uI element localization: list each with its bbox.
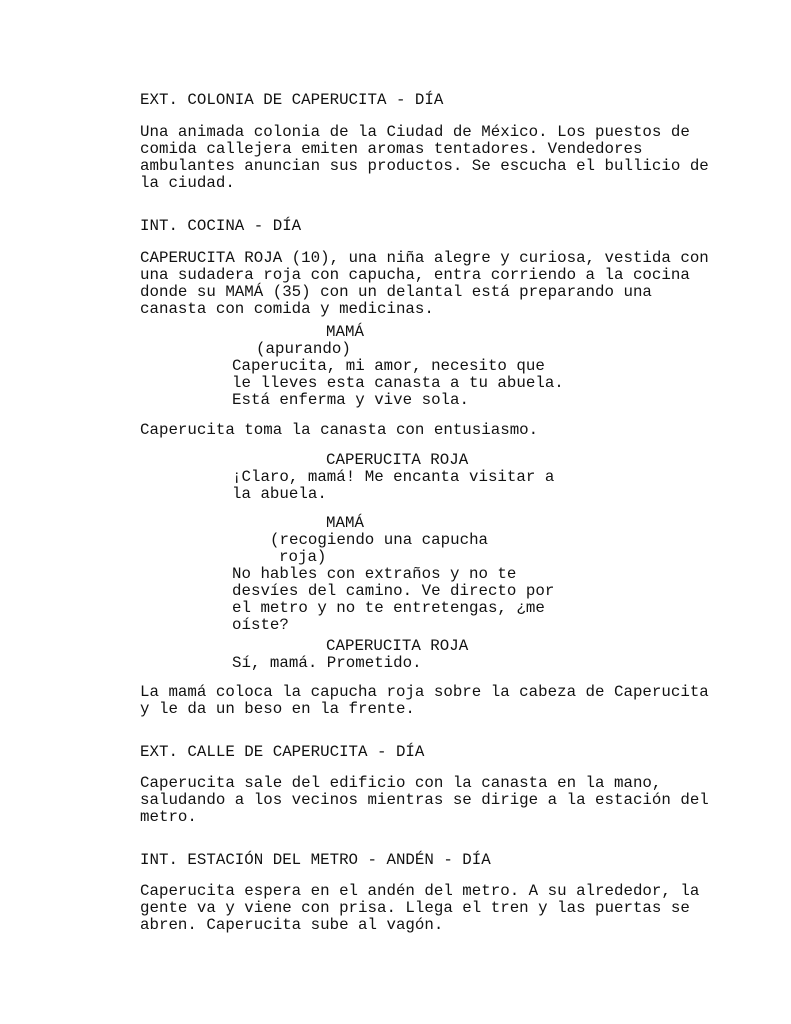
dialogue-line: el metro y no te entretengas, ¿me — [232, 599, 545, 617]
action-line: ambulantes anuncian sus productos. Se escucha el bullicio de — [140, 157, 709, 175]
action-line: La mamá coloca la capucha roja sobre la cabeza de Caperucita — [140, 683, 709, 701]
parenthetical: (recogiendo una capucha — [270, 531, 489, 549]
dialogue-line: Caperucita, mi amor, necesito que — [232, 357, 545, 375]
dialogue-line: oíste? — [232, 616, 289, 634]
scene-heading: INT. ESTACIÓN DEL METRO - ANDÉN - DÍA — [140, 851, 491, 869]
action-line: gente va y viene con prisa. Llega el tren y las puertas se — [140, 899, 690, 917]
action-line: una sudadera roja con capucha, entra corriendo a la cocina — [140, 266, 690, 284]
dialogue-line: Sí, mamá. Prometido. — [232, 654, 422, 672]
action-line: Caperucita espera en el andén del metro. A su alrededor, la — [140, 882, 700, 900]
character-name: CAPERUCITA ROJA — [326, 637, 469, 655]
action-line: y le da un beso en la frente. — [140, 700, 415, 718]
dialogue-line: le lleves esta canasta a tu abuela. — [232, 374, 564, 392]
action-line: Una animada colonia de la Ciudad de México. Los puestos de — [140, 123, 690, 141]
dialogue-line: la abuela. — [232, 485, 327, 503]
action-line: abren. Caperucita sube al vagón. — [140, 916, 444, 934]
action-line: comida callejera emiten aromas tentadores. Vendedores — [140, 140, 643, 158]
action-line: Caperucita sale del edificio con la canasta en la mano, — [140, 774, 662, 792]
action-line: canasta con comida y medicinas. — [140, 300, 434, 318]
dialogue-line: ¡Claro, mamá! Me encanta visitar a — [232, 468, 555, 486]
parenthetical: (apurando) — [256, 340, 351, 358]
character-name: MAMÁ — [326, 514, 364, 532]
scene-heading: INT. COCINA - DÍA — [140, 217, 302, 235]
action-line: Caperucita toma la canasta con entusiasmo. — [140, 421, 539, 439]
parenthetical: roja) — [279, 548, 327, 566]
action-line: metro. — [140, 808, 197, 826]
scene-heading: EXT. COLONIA DE CAPERUCITA - DÍA — [140, 91, 444, 109]
character-name: MAMÁ — [326, 323, 364, 341]
action-line: saludando a los vecinos mientras se dirige a la estación del — [140, 791, 709, 809]
dialogue-line: No hables con extraños y no te — [232, 565, 517, 583]
action-line: CAPERUCITA ROJA (10), una niña alegre y curiosa, vestida con — [140, 249, 709, 267]
action-line: donde su MAMÁ (35) con un delantal está preparando una — [140, 283, 652, 301]
scene-heading: EXT. CALLE DE CAPERUCITA - DÍA — [140, 743, 425, 761]
action-line: la ciudad. — [140, 174, 235, 192]
dialogue-line: desvíes del camino. Ve directo por — [232, 582, 555, 600]
dialogue-line: Está enferma y vive sola. — [232, 391, 469, 409]
character-name: CAPERUCITA ROJA — [326, 451, 469, 469]
